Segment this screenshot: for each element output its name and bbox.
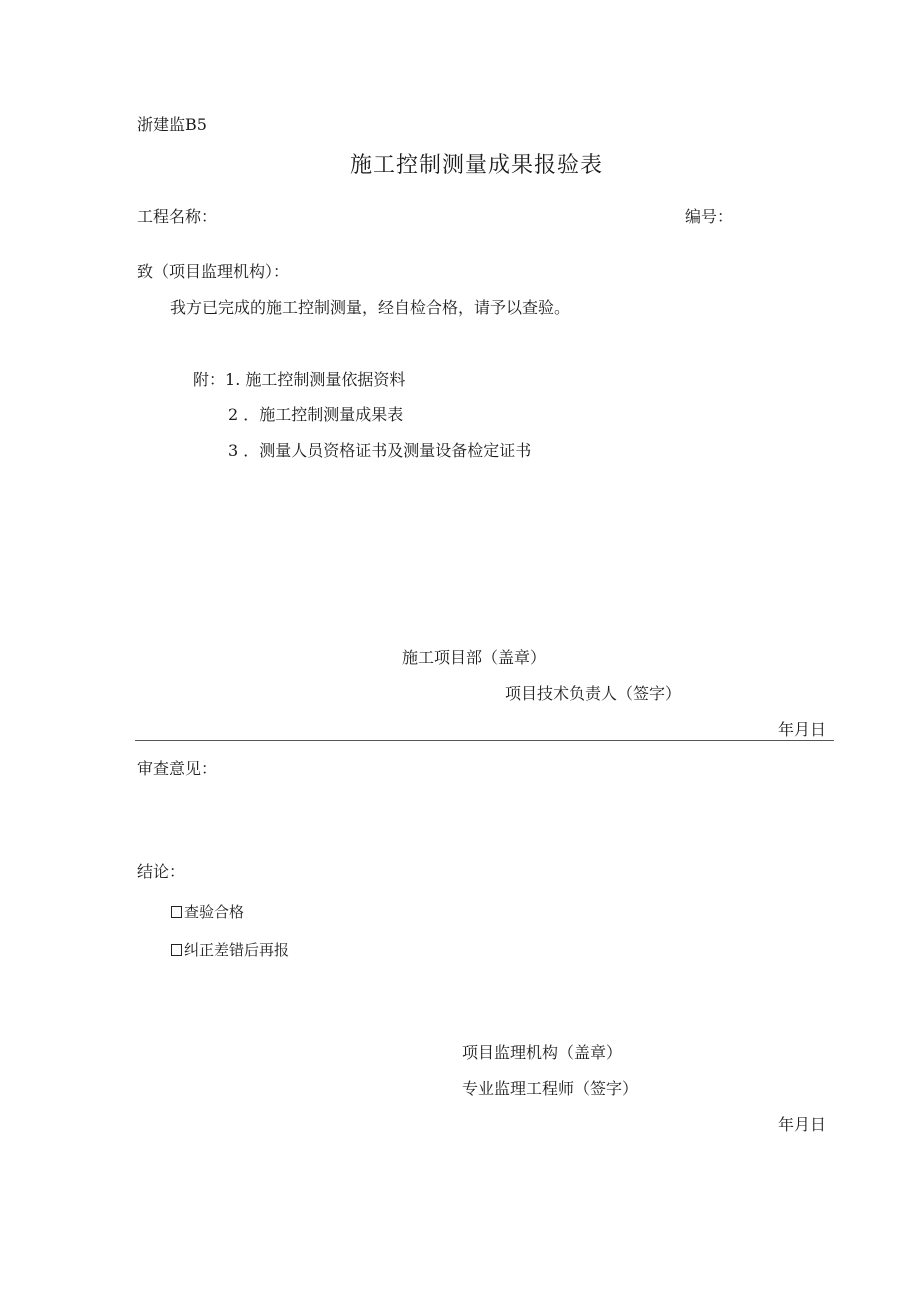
checkbox-icon[interactable] [171, 944, 182, 956]
page-title: 施工控制测量成果报验表 [350, 153, 604, 178]
option-correct-and-resubmit[interactable]: 纠正差错后再报 [171, 940, 289, 960]
attachment-prefix: 附： [193, 370, 226, 389]
number-label: 编号： [685, 207, 734, 226]
addressee: 致（项目监理机构）： [137, 262, 290, 281]
attachment-item-3: 3 ．测量人员资格证书及测量设备检定证书 [228, 441, 532, 460]
contractor-date: 年月日 [778, 720, 827, 739]
contractor-signer: 项目技术负责人（签字） [505, 684, 682, 703]
checkbox-icon[interactable] [171, 906, 182, 918]
project-name-label: 工程名称： [137, 207, 218, 226]
contractor-dept-seal: 施工项目部（盖章） [402, 648, 547, 667]
body-text: 我方已完成的施工控制测量，经自检合格，请予以查验。 [170, 298, 571, 317]
option-inspection-passed[interactable]: 查验合格 [171, 902, 244, 922]
form-code: 浙建监B5 [137, 115, 207, 134]
conclusion-label: 结论： [137, 862, 186, 881]
supervisor-org-seal: 项目监理机构（盖章） [462, 1043, 623, 1062]
supervisor-date: 年月日 [778, 1115, 827, 1134]
attachment-item-2: 2 ．施工控制测量成果表 [228, 405, 404, 424]
supervisor-signer: 专业监理工程师（签字） [462, 1079, 639, 1098]
attachment-item-1: 附：1. 施工控制测量依据资料 [193, 370, 406, 389]
section-divider [135, 740, 834, 741]
review-label: 审查意见： [137, 759, 218, 778]
